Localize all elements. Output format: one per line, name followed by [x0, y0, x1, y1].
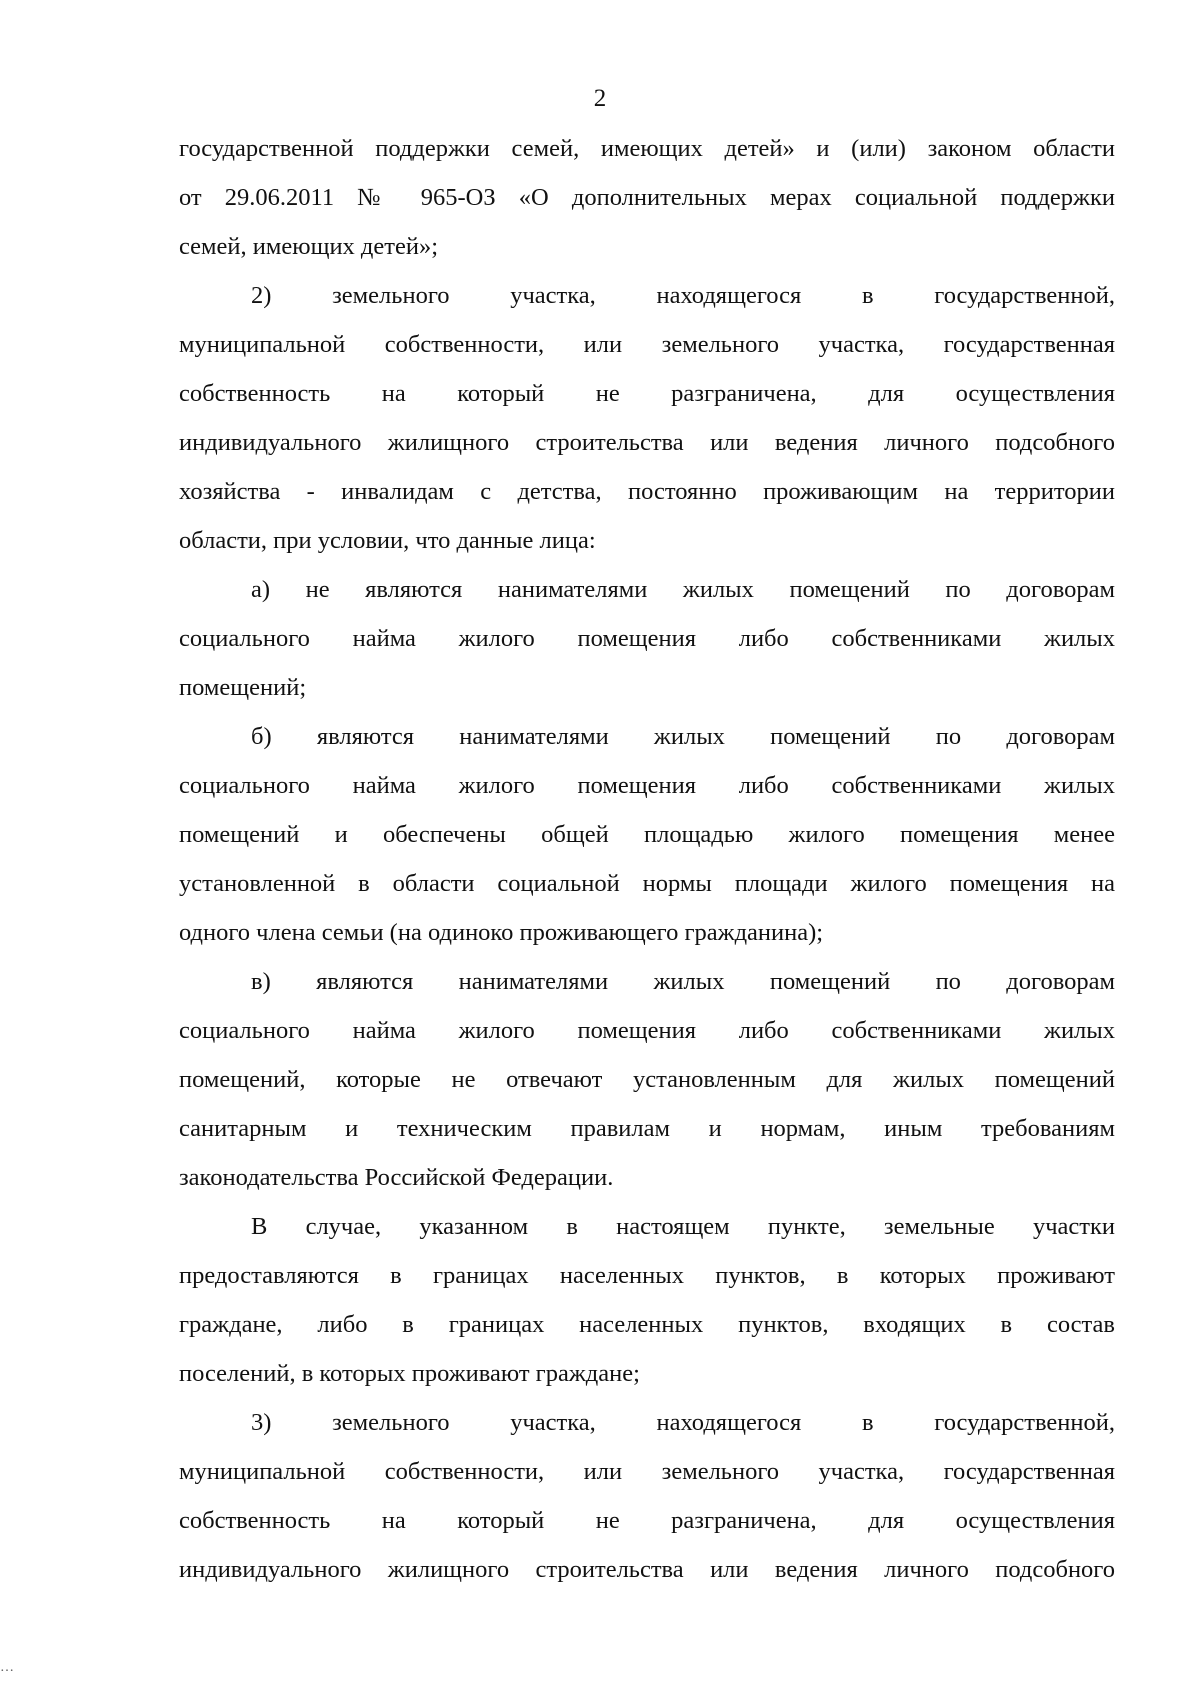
text-line: муниципальной собственности, или земельного участка, государственная — [179, 1458, 1115, 1485]
text-line: помещений; — [179, 674, 307, 701]
page-number: 2 — [593, 85, 607, 112]
text-line: 3) земельного участка, находящегося в государственной, — [251, 1409, 1115, 1436]
scan-edge-mark: … — [0, 1660, 14, 1675]
text-line: социального найма жилого помещения либо собственниками жилых — [179, 772, 1115, 799]
text-line: помещений и обеспечены общей площадью жилого помещения менее — [179, 821, 1115, 848]
text-line: законодательства Российской Федерации. — [179, 1164, 614, 1191]
text-line: установленной в области социальной нормы площади жилого помещения на — [179, 870, 1115, 897]
text-line: одного члена семьи (на одиноко проживающего гражданина); — [179, 919, 824, 946]
text-line: муниципальной собственности, или земельного участка, государственная — [179, 331, 1115, 358]
text-line: социального найма жилого помещения либо собственниками жилых — [179, 625, 1115, 652]
text-line: санитарным и техническим правилам и нормам, иным требованиям — [179, 1115, 1115, 1142]
text-line: В случае, указанном в настоящем пункте, земельные участки — [251, 1213, 1115, 1240]
text-line: поселений, в которых проживают граждане; — [179, 1360, 640, 1387]
text-line: от 29.06.2011 № 965-ОЗ «О дополнительных мерах социальной поддержки — [179, 184, 1115, 211]
text-line: 2) земельного участка, находящегося в государственной, — [251, 282, 1115, 309]
text-line: семей, имеющих детей»; — [179, 233, 439, 260]
text-line: хозяйства - инвалидам с детства, постоянно проживающим на территории — [179, 478, 1115, 505]
document-body — [179, 124, 1115, 1594]
text-line: граждане, либо в границах населенных пунктов, входящих в состав — [179, 1311, 1115, 1338]
text-line: а) не являются нанимателями жилых помещений по договорам — [251, 576, 1115, 603]
text-line: государственной поддержки семей, имеющих детей» и (или) законом области — [179, 135, 1115, 162]
text-line: собственность на который не разграничена, для осуществления — [179, 1507, 1115, 1534]
text-line: собственность на который не разграничена, для осуществления — [179, 380, 1115, 407]
text-line: области, при условии, что данные лица: — [179, 527, 596, 554]
text-line: предоставляются в границах населенных пунктов, в которых проживают — [179, 1262, 1115, 1289]
text-line: в) являются нанимателями жилых помещений по договорам — [251, 968, 1115, 995]
text-line: индивидуального жилищного строительства или ведения личного подсобного — [179, 429, 1115, 456]
text-line: социального найма жилого помещения либо собственниками жилых — [179, 1017, 1115, 1044]
text-line: помещений, которые не отвечают установленным для жилых помещений — [179, 1066, 1115, 1093]
text-line: б) являются нанимателями жилых помещений по договорам — [251, 723, 1115, 750]
text-line: индивидуального жилищного строительства или ведения личного подсобного — [179, 1556, 1115, 1583]
